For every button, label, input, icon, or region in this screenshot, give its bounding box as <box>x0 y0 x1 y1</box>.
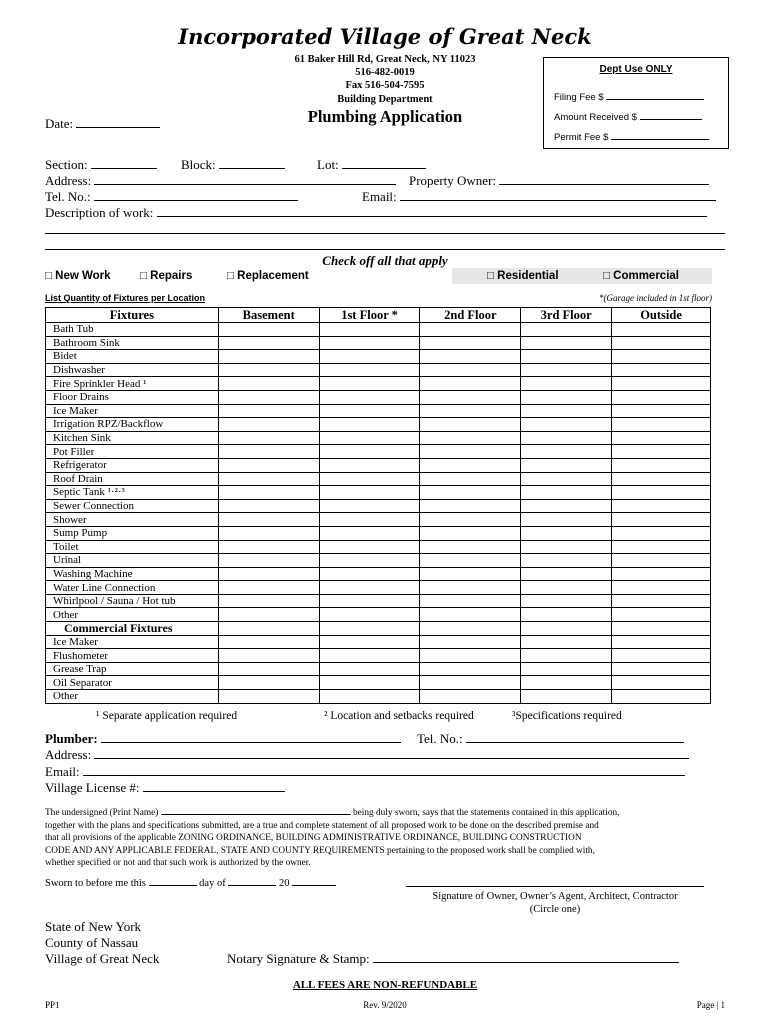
quantity-cell[interactable] <box>218 540 319 554</box>
quantity-cell[interactable] <box>420 418 521 432</box>
permit-fee-label: Permit Fee $ <box>554 132 609 143</box>
table-row <box>46 390 711 404</box>
fixture-name: Ice Maker <box>46 404 219 418</box>
quantity-cell[interactable] <box>420 390 521 404</box>
quantity-cell[interactable] <box>420 336 521 350</box>
quantity-cell[interactable] <box>521 649 612 663</box>
fixture-name: Bidet <box>46 350 219 364</box>
quantity-cell[interactable] <box>218 676 319 690</box>
table-row <box>46 554 711 568</box>
day-of-label: day of <box>199 878 226 889</box>
table-row <box>46 472 711 486</box>
section-label: Section: <box>45 157 88 172</box>
lot-field[interactable] <box>317 157 426 173</box>
quantity-cell[interactable] <box>218 323 319 337</box>
quantity-cell[interactable] <box>521 581 612 595</box>
page-number: Page | 1 <box>696 1000 725 1010</box>
table-row <box>46 404 711 418</box>
plumber-address-label: Address: <box>45 747 92 762</box>
table-row <box>46 350 711 364</box>
quantity-cell[interactable] <box>218 431 319 445</box>
quantity-cell[interactable] <box>319 404 420 418</box>
quantity-cell[interactable] <box>521 690 612 704</box>
tel-field[interactable] <box>45 189 298 205</box>
fixture-name: Sump Pump <box>46 526 219 540</box>
quantity-cell[interactable] <box>521 662 612 676</box>
quantity-cell[interactable] <box>521 513 612 527</box>
table-row <box>46 526 711 540</box>
quantity-cell[interactable] <box>319 418 420 432</box>
quantity-cell[interactable] <box>319 581 420 595</box>
quantity-cell[interactable] <box>218 350 319 364</box>
fixtures-table <box>45 307 711 704</box>
quantity-cell <box>218 622 319 636</box>
property-owner-label: Property Owner: <box>409 173 497 188</box>
affidavit-line-5: whether specified or not and that such work is authorized by the owner. <box>45 858 311 868</box>
fixture-name: Urinal <box>46 554 219 568</box>
quantity-cell[interactable] <box>319 662 420 676</box>
quantity-cell[interactable] <box>319 363 420 377</box>
plumber-email-label: Email: <box>45 764 80 779</box>
description-label: Description of work: <box>45 205 154 220</box>
affidavit-line-2: together with the plans and specifications submitted, are a true and complete statement of all proposed work to be done on the described premise and <box>45 820 599 831</box>
sworn-day-field[interactable] <box>149 877 197 886</box>
quantity-cell[interactable] <box>218 486 319 500</box>
email-label: Email: <box>362 189 397 204</box>
quantity-cell[interactable] <box>420 513 521 527</box>
quantity-cell[interactable] <box>521 567 612 581</box>
quantity-cell[interactable] <box>521 323 612 337</box>
quantity-cell[interactable] <box>420 526 521 540</box>
quantity-cell[interactable] <box>521 350 612 364</box>
replacement-box: □ <box>227 270 234 282</box>
quantity-cell[interactable] <box>420 431 521 445</box>
quantity-cell[interactable] <box>319 635 420 649</box>
table-row <box>46 567 711 581</box>
column-header: 1st Floor * <box>319 308 420 323</box>
quantity-cell[interactable] <box>612 676 711 690</box>
quantity-cell[interactable] <box>521 486 612 500</box>
email-field[interactable] <box>362 189 716 205</box>
quantity-cell[interactable] <box>521 676 612 690</box>
quantity-cell[interactable] <box>420 350 521 364</box>
residential-label: Residential <box>497 270 559 282</box>
village-title: Incorporated Village of Great Neck <box>178 24 592 49</box>
sworn-month-field[interactable] <box>228 877 276 886</box>
quantity-cell[interactable] <box>521 377 612 391</box>
table-row <box>46 323 711 337</box>
column-header: Fixtures <box>46 308 219 323</box>
table-row <box>46 622 711 636</box>
quantity-cell[interactable] <box>521 458 612 472</box>
quantity-cell[interactable] <box>420 445 521 459</box>
quantity-cell[interactable] <box>319 377 420 391</box>
quantity-cell[interactable] <box>420 581 521 595</box>
table-row <box>46 486 711 500</box>
quantity-cell[interactable] <box>319 540 420 554</box>
table-row <box>46 458 711 472</box>
village-address: 61 Baker Hill Rd, Great Neck, NY 11023 <box>294 54 476 65</box>
table-row <box>46 445 711 459</box>
fixtures-header-row <box>46 308 711 323</box>
footnote-1: ¹ Separate application required <box>96 710 238 722</box>
quantity-cell[interactable] <box>218 567 319 581</box>
quantity-cell[interactable] <box>420 635 521 649</box>
plumber-field[interactable] <box>45 731 401 747</box>
replacement-checkbox[interactable] <box>227 270 309 282</box>
notary-village: Village of Great Neck <box>45 951 160 966</box>
quantity-cell[interactable] <box>612 662 711 676</box>
affidavit-line-4: CODE AND ANY APPLICABLE FEDERAL, STATE AND COUNTY REQUIREMENTS pertaining to the proposed work shall be complied with, <box>45 845 595 856</box>
quantity-cell[interactable] <box>319 472 420 486</box>
quantity-cell[interactable] <box>521 554 612 568</box>
residential-box: □ <box>487 270 494 282</box>
block-label: Block: <box>181 157 216 172</box>
quantity-cell <box>612 622 711 636</box>
repairs-label: Repairs <box>150 270 193 282</box>
quantity-cell[interactable] <box>612 445 711 459</box>
quantity-cell[interactable] <box>612 635 711 649</box>
table-row <box>46 377 711 391</box>
fixture-name: Whirlpool / Sauna / Hot tub <box>46 594 219 608</box>
quantity-cell[interactable] <box>420 649 521 663</box>
quantity-cell[interactable] <box>420 608 521 622</box>
commercial-box: □ <box>603 270 610 282</box>
quantity-cell[interactable] <box>420 472 521 486</box>
quantity-cell[interactable] <box>521 431 612 445</box>
quantity-cell[interactable] <box>420 404 521 418</box>
quantity-cell[interactable] <box>218 458 319 472</box>
quantity-cell[interactable] <box>420 458 521 472</box>
quantity-cell[interactable] <box>319 594 420 608</box>
garage-note: *(Garage included in 1st floor) <box>599 293 712 303</box>
notary-stamp-label: Notary Signature & Stamp: <box>227 951 370 966</box>
dept-use-box <box>543 57 729 149</box>
table-row <box>46 676 711 690</box>
quantity-cell[interactable] <box>420 540 521 554</box>
quantity-cell[interactable] <box>612 690 711 704</box>
quantity-cell[interactable] <box>319 323 420 337</box>
village-phone: 516-482-0019 <box>355 67 415 78</box>
quantity-cell[interactable] <box>319 526 420 540</box>
affidavit-line-1a: The undersigned (Print Name) <box>45 808 159 818</box>
new-work-checkbox[interactable] <box>45 270 111 282</box>
quantity-cell[interactable] <box>218 336 319 350</box>
quantity-cell[interactable] <box>319 554 420 568</box>
quantity-cell[interactable] <box>319 499 420 513</box>
quantity-cell[interactable] <box>521 540 612 554</box>
sworn-label: Sworn to before me this <box>45 878 146 889</box>
quantity-cell[interactable] <box>612 418 711 432</box>
commercial-fixtures-heading: Commercial Fixtures <box>46 622 219 636</box>
quantity-cell[interactable] <box>319 513 420 527</box>
quantity-cell[interactable] <box>218 581 319 595</box>
fixture-name: Bath Tub <box>46 323 219 337</box>
quantity-cell[interactable] <box>612 390 711 404</box>
date-label: Date: <box>45 116 74 131</box>
fixture-name: Washing Machine <box>46 567 219 581</box>
fixture-name: Other <box>46 608 219 622</box>
quantity-cell[interactable] <box>420 676 521 690</box>
quantity-cell[interactable] <box>612 608 711 622</box>
quantity-cell[interactable] <box>218 472 319 486</box>
check-heading: Check off all that apply <box>322 253 448 268</box>
quantity-cell[interactable] <box>612 323 711 337</box>
quantity-cell <box>521 622 612 636</box>
fixture-name: Bathroom Sink <box>46 336 219 350</box>
quantity-cell[interactable] <box>612 404 711 418</box>
quantity-cell <box>420 622 521 636</box>
new-work-label: New Work <box>55 270 111 282</box>
table-row <box>46 581 711 595</box>
quantity-cell[interactable] <box>612 472 711 486</box>
quantity-cell[interactable] <box>521 363 612 377</box>
description-line-2[interactable] <box>45 233 725 234</box>
column-header: 3rd Floor <box>521 308 612 323</box>
form-id: PP1 <box>45 1000 60 1010</box>
quantity-cell[interactable] <box>521 418 612 432</box>
quantity-cell[interactable] <box>420 554 521 568</box>
quantity-cell[interactable] <box>612 567 711 581</box>
quantity-cell[interactable] <box>521 594 612 608</box>
column-header: Basement <box>218 308 319 323</box>
fixture-name: Other <box>46 690 219 704</box>
department-name: Building Department <box>337 94 433 105</box>
column-header: Outside <box>612 308 711 323</box>
fixture-name: Flushometer <box>46 649 219 663</box>
quantity-cell[interactable] <box>612 540 711 554</box>
print-name-field[interactable] <box>161 806 351 815</box>
dept-use-title: Dept Use ONLY <box>599 64 673 75</box>
quantity-cell[interactable] <box>319 431 420 445</box>
repairs-box: □ <box>140 270 147 282</box>
quantity-cell[interactable] <box>319 336 420 350</box>
fixture-name: Dishwasher <box>46 363 219 377</box>
new-work-box: □ <box>45 270 52 282</box>
table-row <box>46 635 711 649</box>
quantity-cell[interactable] <box>612 554 711 568</box>
table-row <box>46 499 711 513</box>
quantity-cell[interactable] <box>218 662 319 676</box>
village-license-label: Village License #: <box>45 780 140 795</box>
year-label: 20 <box>278 878 290 889</box>
plumber-address-field[interactable] <box>45 747 689 763</box>
section-field[interactable] <box>45 157 157 173</box>
quantity-cell[interactable] <box>521 390 612 404</box>
quantity-cell[interactable] <box>319 676 420 690</box>
quantity-cell[interactable] <box>420 499 521 513</box>
quantity-cell[interactable] <box>612 581 711 595</box>
quantity-cell[interactable] <box>612 649 711 663</box>
sworn-line <box>45 877 336 889</box>
filing-fee-field[interactable] <box>554 90 704 103</box>
plumber-email-field[interactable] <box>45 764 685 780</box>
fixture-name: Grease Trap <box>46 662 219 676</box>
block-field[interactable] <box>181 157 285 173</box>
fixtures-list-label: List Quantity of Fixtures per Location <box>45 293 206 303</box>
quantity-cell[interactable] <box>612 594 711 608</box>
address-label: Address: <box>45 173 92 188</box>
quantity-cell[interactable] <box>612 526 711 540</box>
quantity-cell[interactable] <box>420 363 521 377</box>
lot-label: Lot: <box>317 157 339 172</box>
fixture-name: Fire Sprinkler Head ¹ <box>46 377 219 391</box>
quantity-cell[interactable] <box>218 635 319 649</box>
filing-fee-label: Filing Fee $ <box>554 92 604 103</box>
quantity-cell[interactable] <box>521 445 612 459</box>
quantity-cell[interactable] <box>612 363 711 377</box>
quantity-cell[interactable] <box>521 404 612 418</box>
quantity-cell[interactable] <box>218 526 319 540</box>
quantity-cell[interactable] <box>612 350 711 364</box>
quantity-cell[interactable] <box>612 336 711 350</box>
quantity-cell[interactable] <box>521 336 612 350</box>
quantity-cell[interactable] <box>319 486 420 500</box>
permit-fee-field[interactable] <box>554 130 709 143</box>
fixture-name: Pot Filler <box>46 445 219 459</box>
fixture-name: Refrigerator <box>46 458 219 472</box>
quantity-cell[interactable] <box>521 526 612 540</box>
plumber-label: Plumber: <box>45 731 98 746</box>
fixture-name: Kitchen Sink <box>46 431 219 445</box>
quantity-cell[interactable] <box>420 377 521 391</box>
quantity-cell[interactable] <box>218 363 319 377</box>
signature-line[interactable] <box>406 886 704 887</box>
footnote-3: ³Specifications required <box>512 710 622 722</box>
quantity-cell[interactable] <box>319 445 420 459</box>
quantity-cell[interactable] <box>319 458 420 472</box>
quantity-cell[interactable] <box>218 418 319 432</box>
fixture-name: Ice Maker <box>46 635 219 649</box>
notary-state: State of New York <box>45 919 142 934</box>
quantity-cell[interactable] <box>612 377 711 391</box>
description-line-3[interactable] <box>45 249 725 250</box>
revision: Rev. 9/2020 <box>363 1000 407 1010</box>
quantity-cell[interactable] <box>218 404 319 418</box>
non-refundable-notice: ALL FEES ARE NON-REFUNDABLE <box>292 979 478 991</box>
quantity-cell[interactable] <box>319 649 420 663</box>
quantity-cell[interactable] <box>319 350 420 364</box>
amount-received-field[interactable] <box>554 110 702 123</box>
quantity-cell[interactable] <box>420 567 521 581</box>
fixture-name: Irrigation RPZ/Backflow <box>46 418 219 432</box>
quantity-cell[interactable] <box>612 458 711 472</box>
quantity-cell[interactable] <box>218 445 319 459</box>
plumber-tel-label: Tel. No.: <box>417 731 463 746</box>
quantity-cell[interactable] <box>319 608 420 622</box>
replacement-label: Replacement <box>237 270 309 282</box>
village-fax: Fax 516-504-7595 <box>345 80 425 91</box>
quantity-cell[interactable] <box>218 377 319 391</box>
column-header: 2nd Floor <box>420 308 521 323</box>
sworn-year-field[interactable] <box>292 877 336 886</box>
repairs-checkbox[interactable] <box>140 270 192 282</box>
circle-one-caption: (Circle one) <box>529 904 581 915</box>
fixture-name: Septic Tank ¹·²·³ <box>46 486 219 500</box>
fixture-name: Toilet <box>46 540 219 554</box>
table-row <box>46 594 711 608</box>
fixture-name: Roof Drain <box>46 472 219 486</box>
affidavit-line-1b: being duly sworn, says that the statements contained in this application, <box>353 808 620 818</box>
notary-county: County of Nassau <box>45 935 139 950</box>
quantity-cell[interactable] <box>319 567 420 581</box>
amount-received-label: Amount Received $ <box>554 112 637 123</box>
quantity-cell[interactable] <box>218 390 319 404</box>
fixture-name: Floor Drains <box>46 390 219 404</box>
quantity-cell[interactable] <box>420 323 521 337</box>
quantity-cell[interactable] <box>521 499 612 513</box>
quantity-cell[interactable] <box>521 608 612 622</box>
table-row <box>46 431 711 445</box>
quantity-cell[interactable] <box>612 431 711 445</box>
table-row <box>46 418 711 432</box>
residential-checkbox[interactable] <box>487 270 559 282</box>
quantity-cell[interactable] <box>218 649 319 663</box>
description-field[interactable] <box>45 205 707 221</box>
quantity-cell[interactable] <box>612 513 711 527</box>
quantity-cell[interactable] <box>218 513 319 527</box>
quantity-cell[interactable] <box>218 499 319 513</box>
village-license-field[interactable] <box>45 780 285 796</box>
plumber-tel-field[interactable] <box>417 731 684 747</box>
property-owner-field[interactable] <box>409 173 709 189</box>
quantity-cell[interactable] <box>612 486 711 500</box>
form-title: Plumbing Application <box>307 107 463 126</box>
quantity-cell[interactable] <box>612 499 711 513</box>
table-row <box>46 649 711 663</box>
quantity-cell[interactable] <box>319 690 420 704</box>
quantity-cell[interactable] <box>319 390 420 404</box>
quantity-cell[interactable] <box>521 472 612 486</box>
quantity-cell[interactable] <box>420 662 521 676</box>
quantity-cell[interactable] <box>218 554 319 568</box>
quantity-cell <box>319 622 420 636</box>
table-row <box>46 608 711 622</box>
quantity-cell[interactable] <box>521 635 612 649</box>
fixture-name: Water Line Connection <box>46 581 219 595</box>
quantity-cell[interactable] <box>420 690 521 704</box>
quantity-cell[interactable] <box>420 486 521 500</box>
table-row <box>46 336 711 350</box>
date-field[interactable] <box>45 116 160 132</box>
quantity-cell[interactable] <box>420 594 521 608</box>
affidavit-line-3: that all provisions of the applicable ZONING ORDINANCE, BUILDING ADMINISTRATIVE ORDINANCE, BUILDING CONSTRUCTION <box>45 833 582 843</box>
commercial-label: Commercial <box>613 270 679 282</box>
commercial-checkbox[interactable] <box>603 270 679 282</box>
quantity-cell[interactable] <box>218 594 319 608</box>
quantity-cell[interactable] <box>218 690 319 704</box>
quantity-cell[interactable] <box>218 608 319 622</box>
affidavit-text <box>45 806 735 870</box>
notary-stamp-field[interactable] <box>227 951 679 967</box>
fixture-name: Oil Separator <box>46 676 219 690</box>
table-row <box>46 363 711 377</box>
fixture-name: Sewer Connection <box>46 499 219 513</box>
table-row <box>46 513 711 527</box>
address-field[interactable] <box>45 173 396 189</box>
signature-caption: Signature of Owner, Owner’s Agent, Architect, Contractor <box>432 891 678 902</box>
table-row <box>46 662 711 676</box>
table-row <box>46 540 711 554</box>
footnote-2: ² Location and setbacks required <box>324 710 474 722</box>
fixture-name: Shower <box>46 513 219 527</box>
tel-label: Tel. No.: <box>45 189 91 204</box>
table-row <box>46 690 711 704</box>
